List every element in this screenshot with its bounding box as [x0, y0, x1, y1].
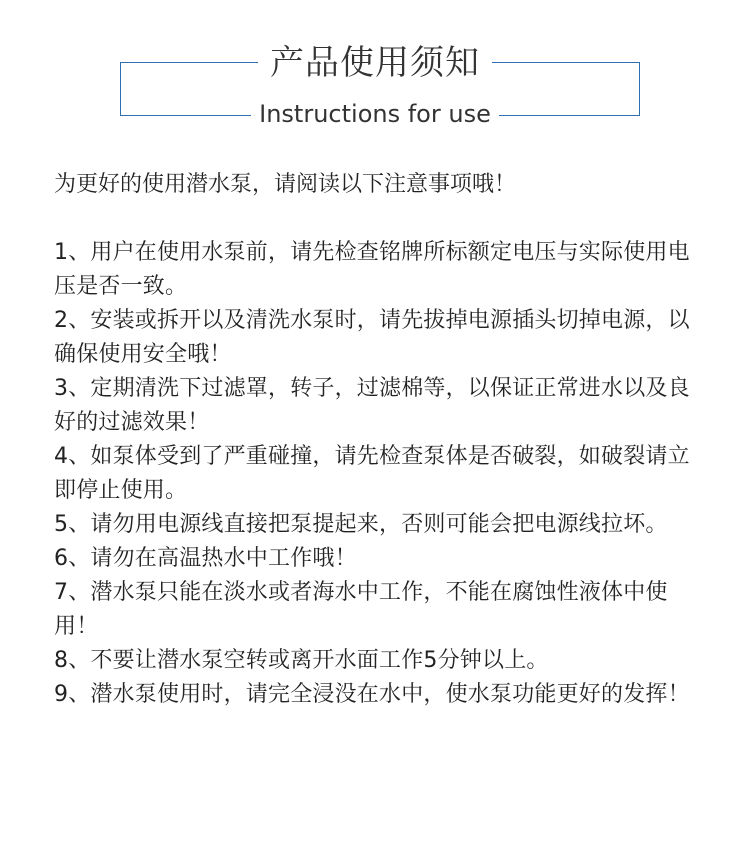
instruction-item-1: 1、用户在使用水泵前，请先检查铭牌所标额定电压与实际使用电压是否一致。 — [54, 240, 690, 299]
instructions-list — [54, 236, 699, 712]
instruction-item-7: 7、潜水泵只能在淡水或者海水中工作，不能在腐蚀性液体中使用！ — [54, 580, 668, 639]
page-title: 产品使用须知 — [258, 40, 492, 86]
page-subtitle-wrap — [0, 98, 750, 130]
intro-text: 为更好的使用潜水泵，请阅读以下注意事项哦！ — [54, 172, 517, 197]
page-subtitle: Instructions for use — [251, 98, 499, 130]
instruction-item-2: 2、安装或拆开以及清洗水泵时，请先拔掉电源插头切掉电源，以确保使用安全哦！ — [54, 308, 690, 367]
instruction-item-9: 9、潜水泵使用时，请完全浸没在水中，使水泵功能更好的发挥！ — [54, 682, 690, 707]
page-title-wrap — [0, 40, 750, 86]
instruction-item-4: 4、如泵体受到了严重碰撞，请先检查泵体是否破裂，如破裂请立即停止使用。 — [54, 444, 690, 503]
instruction-item-8: 8、不要让潜水泵空转或离开水面工作5分钟以上。 — [54, 648, 549, 673]
instruction-item-6: 6、请勿在高温热水中工作哦！ — [54, 546, 357, 571]
instruction-item-5: 5、请勿用电源线直接把泵提起来，否则可能会把电源线拉坏。 — [54, 512, 668, 537]
instruction-item-3: 3、定期清洗下过滤罩，转子，过滤棉等，以保证正常进水以及良好的过滤效果！ — [54, 376, 690, 435]
